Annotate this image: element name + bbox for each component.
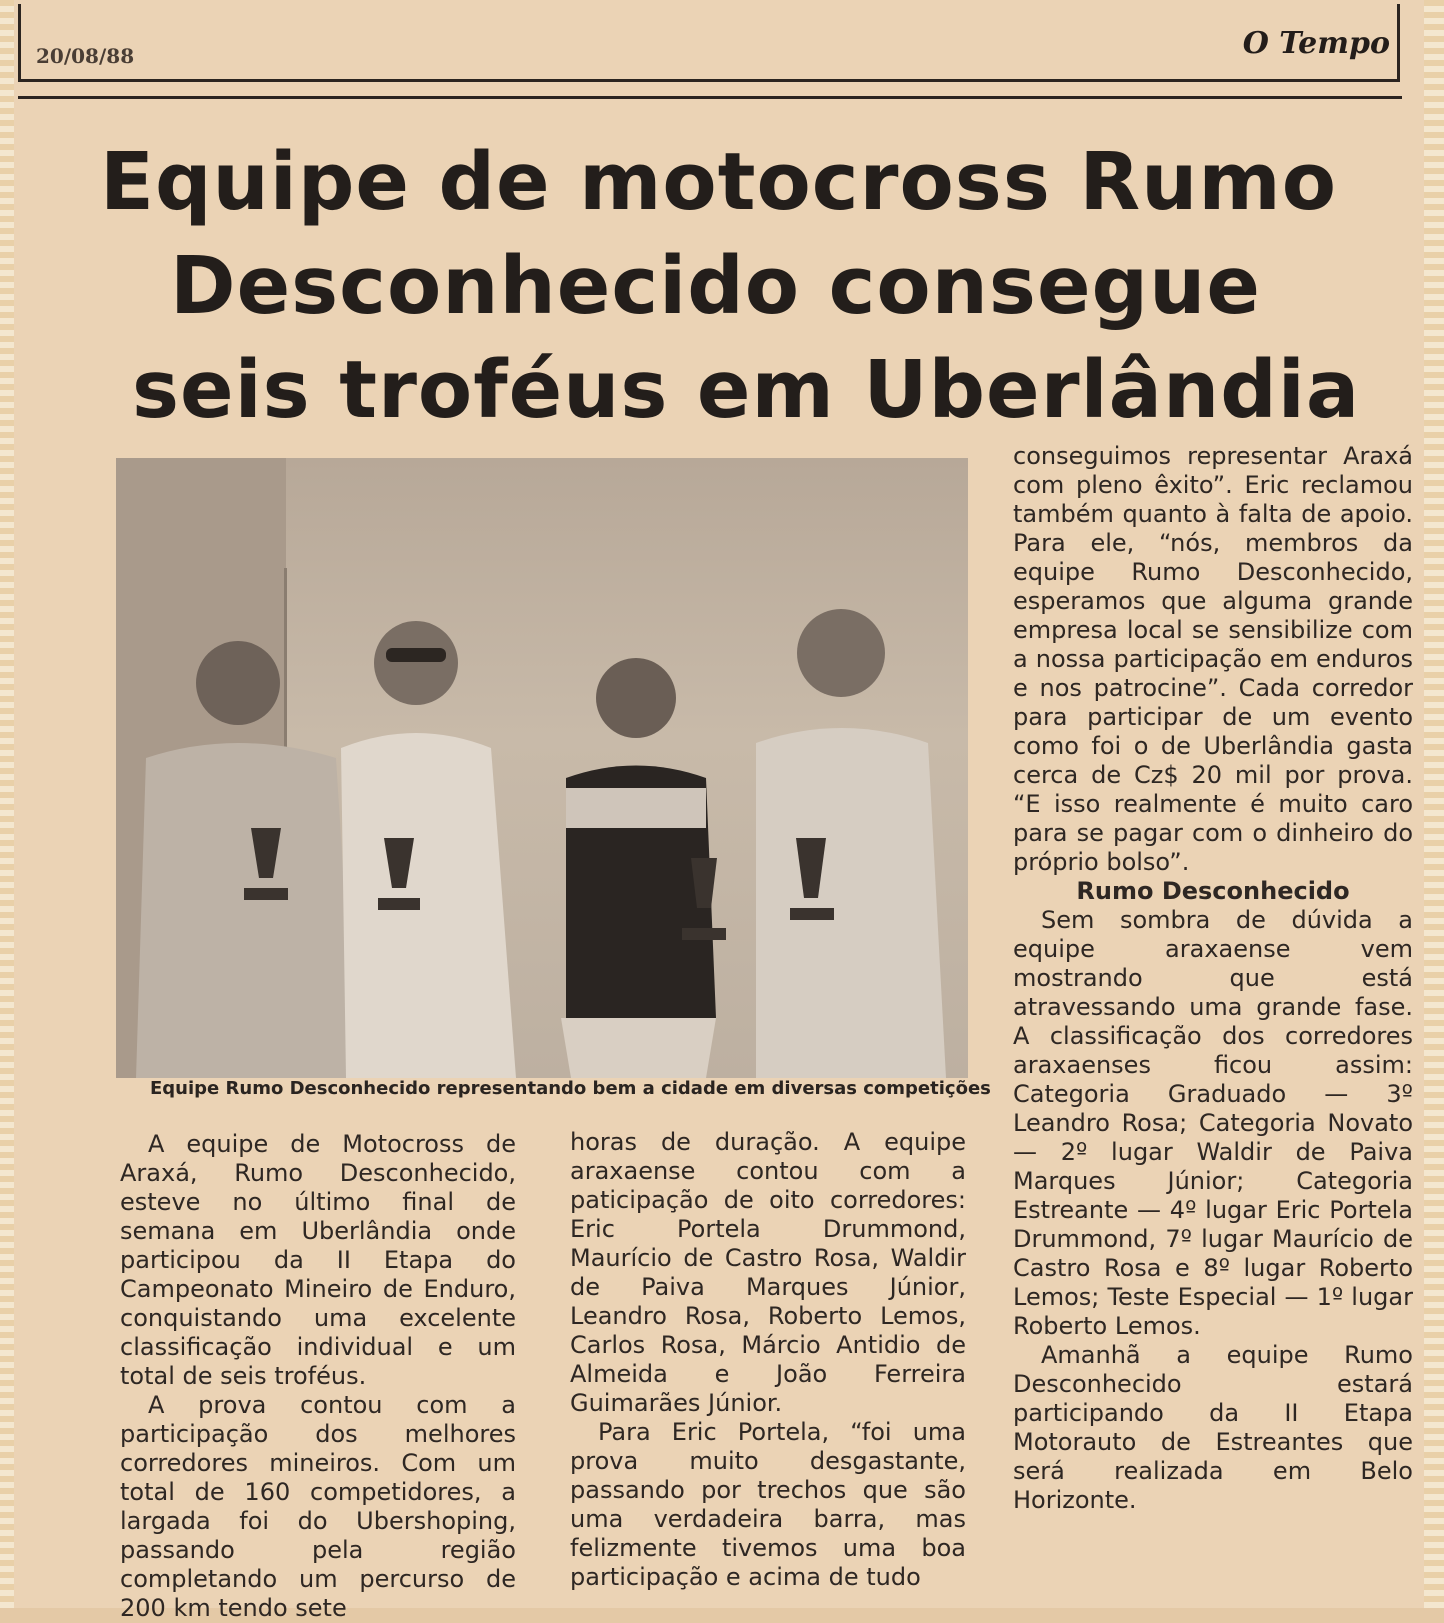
article-subhead: Rumo Desconhecido [1076,877,1350,905]
headline-line-1: Equipe de motocross Rumo [100,136,1338,228]
headline-line-3: seis troféus em Uberlândia [132,344,1361,436]
article-column-1 [120,1130,516,1623]
article-paragraph: Para Eric Portela, “foi uma prova muito desgastante, passando por trechos que são uma verdadeira barra, mas felizmente tivemos uma boa participação e acima de tudo [570,1418,966,1591]
article-paragraph: A equipe de Motocross de Araxá, Rumo Desconhecido, esteve no último final de semana em Uberlândia onde participou da II Etapa do Campeonato Mineiro de Enduro, conquistando uma excelente classificação individual e um total de seis troféus. [120,1130,516,1390]
article-column-3 [1013,442,1413,1515]
article-paragraph: Sem sombra de dúvida a equipe araxaense vem mostrando que está atravessando uma grande fase. A classificação dos corredores araxaenses ficou assim: Categoria Graduado — 3º Leandro Rosa; Categoria Novato — 2º lugar Waldir de Paiva Marques Júnior; Categoria Estreante — 4º lugar Eric Portela Drummond, 7º lugar Maurício de Castro Rosa e 8º lugar Roberto Lemos; Teste Especial — 1º lugar Roberto Lemos. [1013,906,1413,1340]
headline [100,130,1410,442]
publication-date: 20/08/88 [36,44,135,68]
article-column-2 [570,1128,966,1592]
header-rule [18,96,1402,99]
masthead-box [18,4,1400,82]
photo-caption: Equipe Rumo Desconhecido representando bem a cidade em diversas competições [150,1078,991,1099]
article-paragraph: conseguimos representar Araxá com pleno êxito”. Eric reclamou também quanto à falta de apoio. Para ele, “nós, membros da equipe Rumo Desconhecido, esperamos que alguma grande empresa local se sensibilize com a nossa participação em enduros e nos patrocine”. Cada corredor para participar de um evento como foi o de Uberlândia gasta cerca de Cz$ 20 mil por prova. “E isso realmente é muito caro para se pagar com o dinheiro do próprio bolso”. [1013,442,1413,876]
article-paragraph: A prova contou com a participação dos melhores corredores mineiros. Com um total de 160 competidores, a largada foi do Ubershoping, passando pela região completando um percurso de 200 km tendo sete [120,1391,516,1622]
team-photo-illustration [116,458,968,1078]
headline-line-2: Desconhecido consegue [170,240,1261,332]
team-photo [116,458,968,1078]
article-paragraph: horas de duração. A equipe araxaense contou com a paticipação de oito corredores: Eric Portela Drummond, Maurício de Castro Rosa, Waldir de Paiva Marques Júnior, Leandro Rosa, Roberto Lemos, Carlos Rosa, Márcio Antidio de Almeida e João Ferreira Guimarães Júnior. [570,1128,966,1417]
article-paragraph: Amanhã a equipe Rumo Desconhecido estará participando da II Etapa Motorauto de Estreantes que será realizada em Belo Horizonte. [1013,1341,1413,1514]
newspaper-name: O Tempo [1242,26,1390,61]
